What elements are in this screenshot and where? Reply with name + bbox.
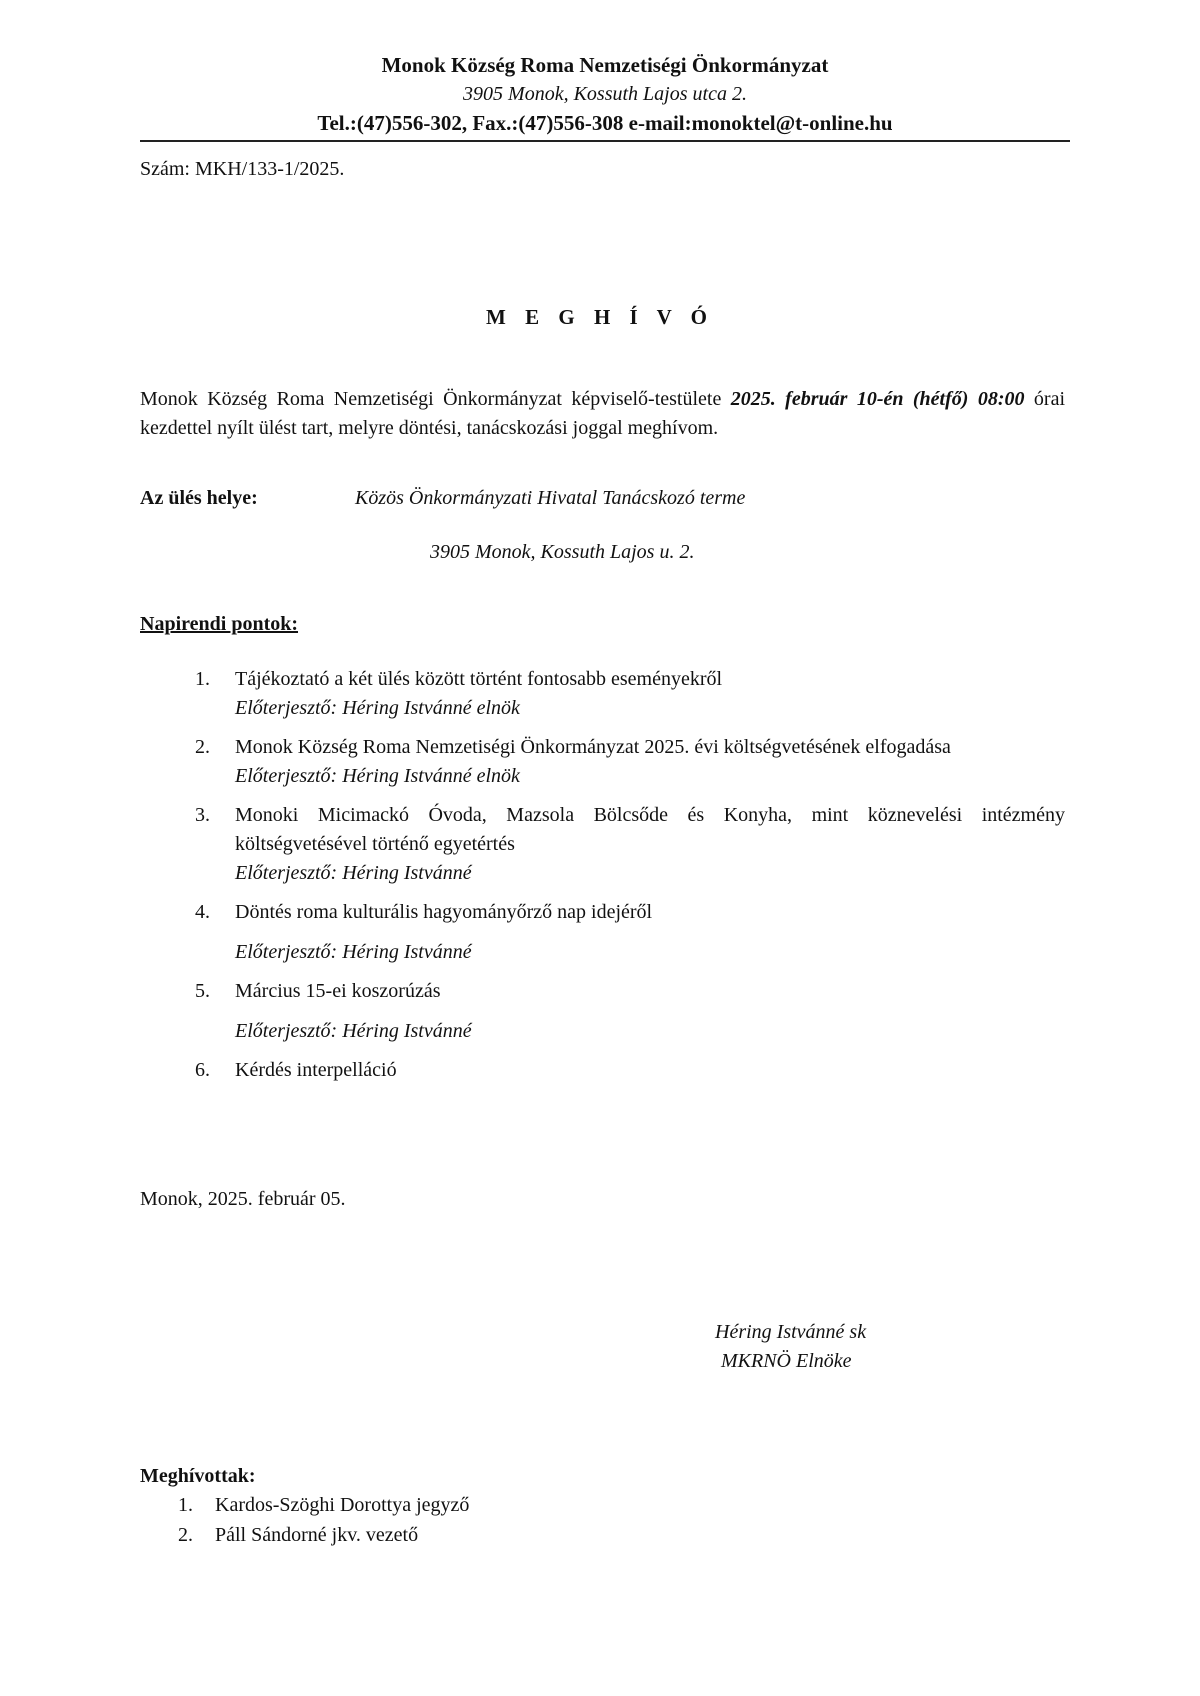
reference-number: Szám: MKH/133-1/2025. xyxy=(140,158,345,180)
invited-item-text: Páll Sándorné jkv. vezető xyxy=(215,1524,419,1546)
letterhead xyxy=(140,50,1070,142)
agenda-item-presenter: Előterjesztő: Héring Istvánné elnök xyxy=(235,697,520,719)
agenda-item xyxy=(190,733,1065,791)
letterhead-contact: Tel.:(47)556-302, Fax.:(47)556-308 e-mail:monoktel@t-online.hu xyxy=(317,111,893,135)
venue-address: 3905 Monok, Kossuth Lajos u. 2. xyxy=(430,541,695,563)
agenda-heading: Napirendi pontok: xyxy=(140,613,299,635)
invited-item xyxy=(170,1490,469,1520)
agenda-item-text: Kérdés interpelláció xyxy=(235,1059,397,1081)
invited-list xyxy=(170,1490,469,1550)
agenda-item-text: Tájékoztató a két ülés között történt fontosabb eseményekről xyxy=(235,668,723,690)
agenda-list xyxy=(190,665,1065,1095)
intro-paragraph xyxy=(140,385,1065,443)
place-and-date: Monok, 2025. február 05. xyxy=(140,1188,346,1210)
agenda-item xyxy=(190,801,1065,888)
agenda-item-number: 3. xyxy=(195,804,210,826)
agenda-item-presenter: Előterjesztő: Héring Istvánné xyxy=(235,1020,472,1042)
agenda-item xyxy=(190,898,1065,967)
signatory-name: Héring Istvánné sk xyxy=(715,1321,867,1343)
letterhead-organization: Monok Község Roma Nemzetiségi Önkormányzat xyxy=(381,53,829,77)
agenda-item-presenter: Előterjesztő: Héring Istvánné elnök xyxy=(235,765,520,787)
invited-item-text: Kardos-Szöghi Dorottya jegyző xyxy=(215,1494,470,1516)
agenda-item-number: 6. xyxy=(195,1059,210,1081)
agenda-item-presenter: Előterjesztő: Héring Istvánné xyxy=(235,941,472,963)
document-title: M E G H Í V Ó xyxy=(486,305,714,329)
letterhead-address: 3905 Monok, Kossuth Lajos utca 2. xyxy=(463,83,747,105)
signature-block xyxy=(715,1318,866,1376)
agenda-item xyxy=(190,1056,1065,1085)
agenda-item xyxy=(190,977,1065,1046)
invited-item xyxy=(170,1520,469,1550)
agenda-item-number: 5. xyxy=(195,980,210,1002)
meeting-date: 2025. február 10-én (hétfő) 08:00 xyxy=(730,388,1025,410)
agenda-item-text: Monok Község Roma Nemzetiségi Önkormányzat 2025. évi költségvetésének elfogadása xyxy=(235,736,951,758)
agenda-item-text: Március 15-ei koszorúzás xyxy=(235,980,441,1002)
agenda-item-number: 4. xyxy=(195,901,210,923)
invited-heading: Meghívottak: xyxy=(140,1465,256,1487)
venue-label: Az ülés helye: xyxy=(140,487,258,509)
intro-text-after: órai kezdettel nyílt ülést tart, melyre döntési, tanácskozási joggal meghívom. xyxy=(140,388,1066,439)
invited-item-number: 1. xyxy=(178,1494,193,1516)
signatory-title: MKRNÖ Elnöke xyxy=(721,1350,852,1372)
agenda-item-text: Döntés roma kulturális hagyományőrző nap idejéről xyxy=(235,901,653,923)
invited-item-number: 2. xyxy=(178,1524,193,1546)
agenda-item xyxy=(190,665,1065,723)
agenda-item-number: 2. xyxy=(195,736,210,758)
agenda-item-text: Monoki Micimackó Óvoda, Mazsola Bölcsőde és Konyha, mint köznevelési intézmény költségvetésével történő egyetértés xyxy=(235,804,1065,855)
intro-text-before: Monok Község Roma Nemzetiségi Önkormányzat képviselő-testülete xyxy=(140,388,731,410)
agenda-item-presenter: Előterjesztő: Héring Istvánné xyxy=(235,862,472,884)
venue-name: Közös Önkormányzati Hivatal Tanácskozó terme xyxy=(355,487,746,509)
agenda-item-number: 1. xyxy=(195,668,210,690)
